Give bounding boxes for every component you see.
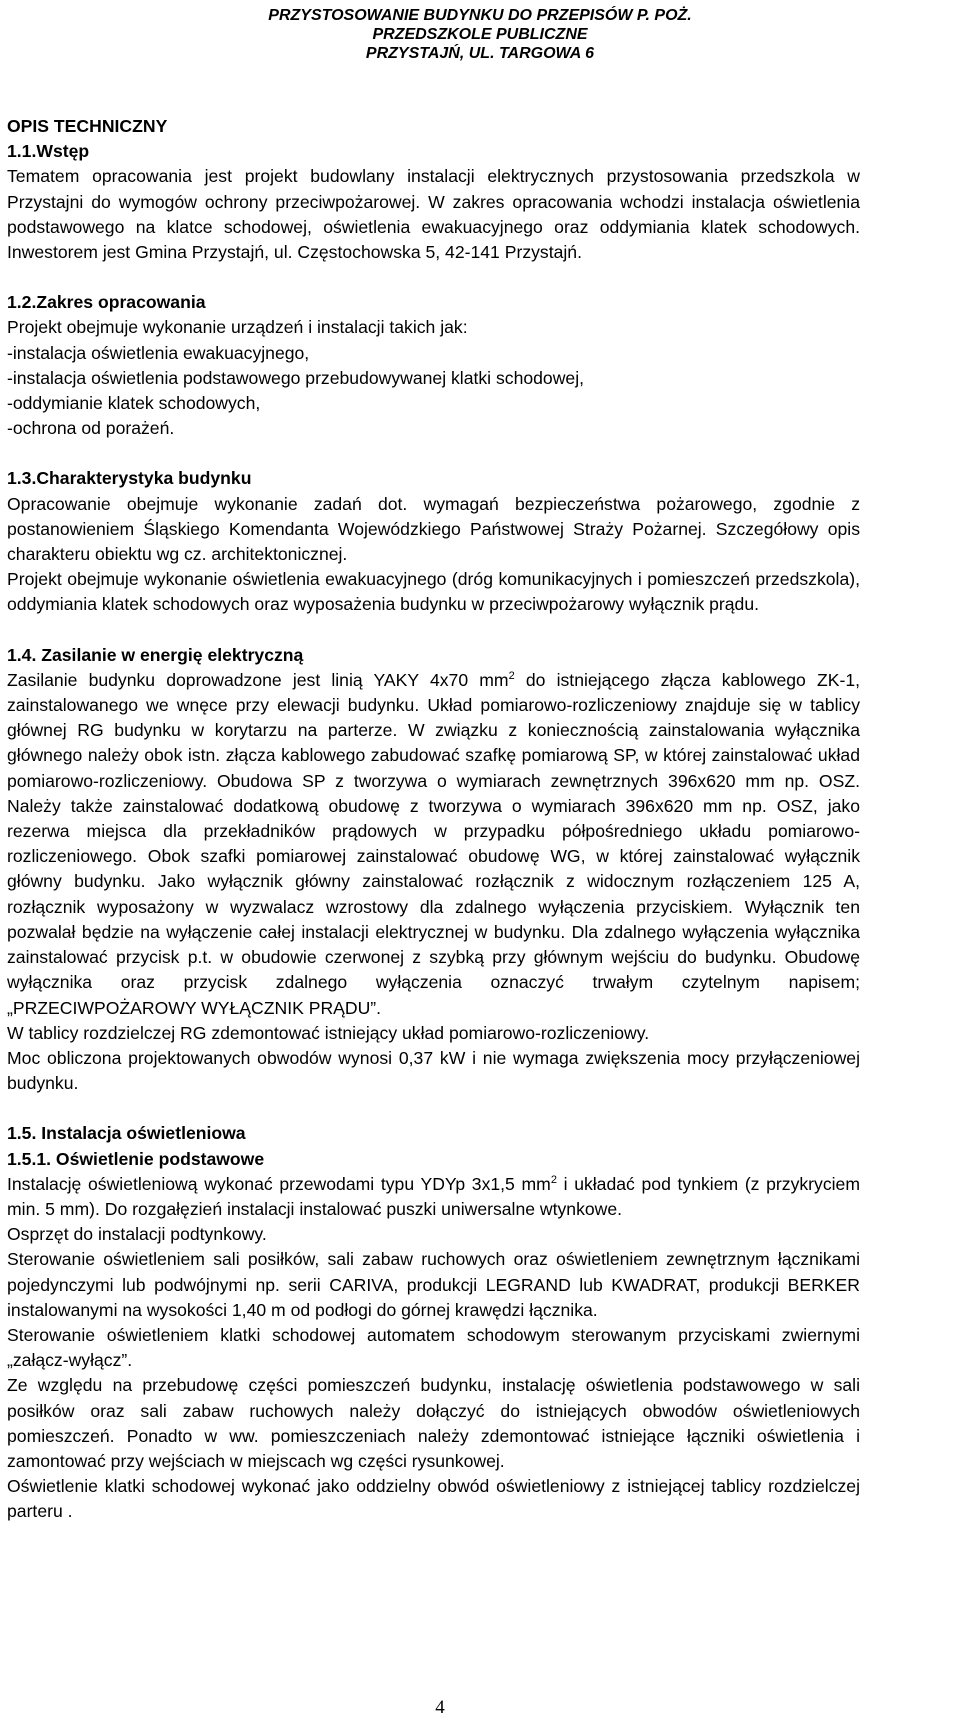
page-header: [0, 6, 960, 63]
section-1-4-paragraph-2: W tablicy rozdzielczej RG zdemontować istniejący układ pomiarowo-rozliczeniowy.: [7, 1022, 650, 1043]
text-run: Zasilanie budynku doprowadzone jest linią YAKY 4x70 mm: [7, 669, 509, 690]
text-run: i układać pod tynkiem (z przykryciem min. 5 mm). Do rozgałęzień instalacji instalować puszki uniwersalne wtynkowe.: [7, 1173, 860, 1219]
section-1-4-paragraph-3: Moc obliczona projektowanych obwodów wynosi 0,37 kW i nie wymaga zwiększenia mocy przyłączeniowej budynku.: [7, 1047, 860, 1094]
superscript: 2: [550, 1173, 557, 1186]
section-1-5-1-paragraph-6: Oświetlenie klatki schodowej wykonać jako oddzielny obwód oświetleniowy z istniejącej tablicy rozdzielczej parteru .: [7, 1476, 860, 1522]
section-1-1-heading: 1.1.Wstęp: [7, 141, 90, 162]
section-1-5-1-heading: 1.5.1. Oświetlenie podstawowe: [7, 1148, 265, 1169]
list-item: -instalacja oświetlenia ewakuacyjnego,: [7, 342, 310, 363]
section-1-5-heading: 1.5. Instalacja oświetleniowa: [7, 1123, 246, 1144]
section-1-2-heading: 1.2.Zakres opracowania: [7, 292, 206, 313]
section-1-5-1-paragraph-4: Sterowanie oświetleniem klatki schodowej automatem schodowym sterowanym przyciskami zwiernymi „załącz-wyłącz”.: [7, 1324, 860, 1371]
list-item: -instalacja oświetlenia podstawowego przebudowywanej klatki schodowej,: [7, 367, 585, 388]
list-item: -oddymianie klatek schodowych,: [7, 393, 261, 414]
section-1-3-paragraph-1: Opracowanie obejmuje wykonanie zadań dot. wymagań bezpieczeństwa pożarowego, zgodnie z postanowieniem Śląskiego Komendanta Wojewódzkiego Państwowej Straży Pożarnej. Szczegółowy opis charakteru obiektu wg cz. architektonicznej.: [7, 493, 860, 565]
header-line-2: PRZEDSZKOLE PUBLICZNE: [372, 26, 588, 43]
section-1-5-1-paragraph-2: Osprzęt do instalacji podtynkowy.: [7, 1224, 267, 1245]
section-1-3-heading: 1.3.Charakterystyka budynku: [7, 468, 252, 489]
list-item: -ochrona od porażeń.: [7, 418, 175, 439]
section-1-5-1-paragraph-5: Ze względu na przebudowę części pomieszczeń budynku, instalację oświetlenia podstawowego w sali posiłków oraz sali zabaw ruchowych należy dołączyć do istniejących obwodów oświetleniowych pomieszczeń. Ponadto w ww. pomieszczeniach należy zdemontować istniejące łączniki oświetlenia i zamontować przy wejściach w miejscach wg części rysunkowej.: [7, 1375, 860, 1471]
page-number: 4: [435, 1697, 445, 1718]
section-1-2-intro: Projekt obejmuje wykonanie urządzeń i instalacji takich jak:: [7, 317, 468, 338]
header-line-3: PRZYSTAJŃ, UL. TARGOWA 6: [365, 45, 595, 62]
section-1-4-paragraph-1: [7, 668, 860, 1021]
text-run: Instalację oświetleniową wykonać przewodami typu YDYp 3x1,5 mm: [7, 1173, 551, 1194]
superscript: 2: [508, 669, 515, 682]
text-run: do istniejącego złącza kablowego ZK-1, zainstalowanego we wnęce przy elewacji budynku. Układ pomiarowo-rozliczeniowy znajduje się w tablicy głównej RG budynku w korytarzu na parterze. W związku z koniecznością zainstalowania wyłącznika głównego należy obok istn. złącza kablowego zabudować szafkę pomiarową SP, w której zainstalować układ pomiarowo-rozliczeniowy. Obudowa SP z tworzywa o wymiarach zewnętrznych 396x620 mm np. OSZ. Należy także zainstalować dodatkową obudowę z tworzywa o wymiarach 396x620 mm np. OSZ, jako rezerwa miejsca dla przekładników prądowych w przypadku półpośredniego układu pomiarowo-rozliczeniowego. Obok szafki pomiarowej zainstalować obudowę WG, w której zainstalować wyłącznik główny budynku. Jako wyłącznik główny zainstalować rozłącznik z widocznym rozłączeniem 125 A, rozłącznik wyposażony w wyzwalacz wzrostowy dla zdalnego wyłączenia przyciskiem. Wyłącznik ten pozwalał będzie na wyłączenie całej instalacji elektrycznej w budynku. Dla zdalnego wyłączenia wyłącznika zainstalować przycisk p.t. w obudowie czerwonej z szybką przy głównym wejściu do budynku. Obudowę wyłącznika oraz przycisk zdalnego wyłączenia oznaczyć trwałym czytelnym napisem; „PRZECIWPOŻAROWY WYŁĄCZNIK PRĄDU”.: [7, 669, 860, 1018]
header-line-1: PRZYSTOSOWANIE BUDYNKU DO PRZEPISÓW P. POŻ.: [268, 7, 692, 24]
section-1-5-1-paragraph-1: [7, 1172, 860, 1222]
section-1-3-paragraph-2: Projekt obejmuje wykonanie oświetlenia ewakuacyjnego (dróg komunikacyjnych i pomieszczeń przedszkola), oddymiania klatek schodowych oraz wyposażenia budynku w przeciwpożarowy wyłącznik prądu.: [7, 569, 860, 615]
document-body: [7, 114, 860, 1525]
section-1-1-paragraph: Tematem opracowania jest projekt budowlany instalacji elektrycznych przystosowania przedszkola w Przystajni do wymogów ochrony przeciwpożarowej. W zakres opracowania wchodzi instalacja oświetlenia podstawowego na klatce schodowej, oświetlenia ewakuacyjnego oraz oddymiania klatek schodowych. Inwestorem jest Gmina Przystajń, ul. Częstochowska 5, 42-141 Przystajń.: [7, 166, 860, 263]
section-1-5-1-paragraph-3: Sterowanie oświetleniem sali posiłków, sali zabaw ruchowych oraz oświetleniem zewnętrznym łącznikami pojedynczymi lub podwójnymi np. serii CARIVA, produkcji LEGRAND lub KWADRAT, produkcji BERKER instalowanymi na wysokości 1,40 m od podłogi do górnej krawędzi łącznika.: [7, 1249, 860, 1320]
section-1-4-heading: 1.4. Zasilanie w energię elektryczną: [7, 644, 304, 665]
section-1-2-list: [7, 315, 860, 441]
document-title: OPIS TECHNICZNY: [7, 116, 168, 136]
